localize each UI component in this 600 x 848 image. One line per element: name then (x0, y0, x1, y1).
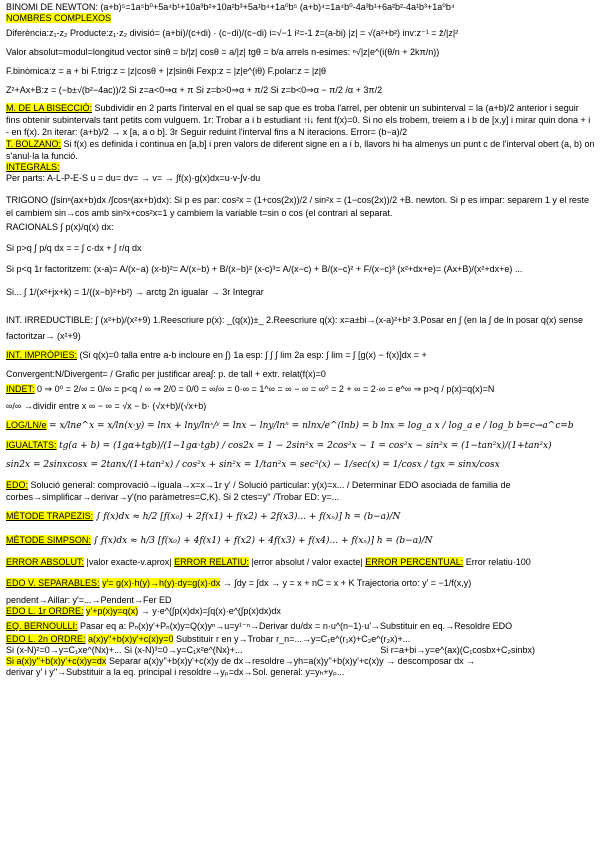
error-percentual-text: Error relatiu·100 (465, 557, 531, 567)
log-block (6, 420, 595, 432)
bernoulli-heading: EQ. BERNOULLI: (6, 621, 78, 631)
complexos-heading: NOMBRES COMPLEXOS (6, 13, 112, 23)
integration-by-parts: Per parts: A-L-P-E-S u = du= dv= → v= → ∫f(x)·g(x)dx=u·v-∫v·du (6, 173, 261, 183)
simpson-block (6, 535, 595, 547)
error-absolut-text: |valor exacte-v.aprox| (86, 557, 172, 567)
complexos-equation: Z²+Ax+B:z = (−b±√(b²−4ac))/2 Si z=a<0⇒α + π Si z=b>0⇒α + π/2 Si z=b<0⇒α − π/2 /α + 3π/2 (6, 85, 383, 95)
indet-heading: INDET: (6, 384, 35, 394)
trapezis-heading: MÈTODE TRAPEZIS: (6, 511, 94, 521)
igualtats-heading: IGUALTATS: (6, 440, 57, 450)
bolzano-heading: T. BOLZANO: (6, 139, 62, 149)
lineal-2-heading: EDO L. 2n ORDRE: (6, 634, 86, 644)
lineal-2-nonhomogeneous-equation: Si a(x)y''+b(x)y'+c(x)y=dx (6, 656, 107, 666)
lineal-2-nonhomogeneous-text: Separar a(x)y''+b(x)y'+c(x)y de dx→resoldre→yh=a(x)y''+b(x)y'+c(x)y → descomposar dx → (106, 656, 476, 666)
lineal-2-cases (6, 645, 595, 656)
separables-text-highlighted: y'= g(x)·h(y)→h(y)·dy=g(x)·dx (102, 578, 221, 588)
error-percentual-heading: ERROR PERCENTUAL: (365, 557, 464, 567)
separables-line-2: pendent→Aillar: y'=...→Pendent→Fer ED (6, 595, 172, 605)
impropies-heading: INT. IMPRÒPIES: (6, 350, 78, 360)
bisection-heading: M. DE LA BISECCIÓ: (6, 103, 93, 113)
convergent-line: Convergent:N/Divergent= / Grafic per justificar area∫: p. de tall + extr. relat(f(x)=0 (6, 369, 326, 379)
lineal-2-case-double-root: Si (x-N)²=0→y=C₁xe^(Nx)+... Si (x-N)³=0→y=C₁x²e^(Nx)+... (6, 645, 243, 655)
separables-heading: EDO V. SEPARABLES: (6, 578, 100, 588)
igualtats-line-2: sin2x = 2sinxcosx = 2tanx/(1+tan²x) / cos²x + sin²x = 1/tan²x = sec²(x) − 1/sec(x) = 1/cosx / tgx = sinx/cosx (6, 460, 500, 470)
edo-block (6, 479, 595, 503)
trapezis-text: ∫ f(x)dx ≈ h/2 [f(x₀) + 2f(x1) + f(x2) + 2f(x3)... + f(xₙ)] h = (b−a)/N (95, 512, 401, 522)
lineal-2-final: derivar y' i y''→Substituir a la eq. principal i resoldre→yₚ=dx→Sol. general: y=yₕ+yₚ... (6, 667, 345, 677)
log-heading: LOG/LN/e (6, 420, 47, 430)
complexos-absolute: Valor absolut=modul=longitud vector sinθ = b/|z| cosθ = a/|z| tgθ = b/a arrels n-esimes: ⁿ√|z|e^(i(θ/n + 2kπ/n)) (6, 47, 440, 57)
bolzano-block (6, 138, 595, 162)
edo-text: Solució general: comprovació→iguala→x=x→1r y' / Solució particular: y(x)=x... / Determinar EDO asociada de familia de corbes→simplificar→derivar→y'(no paràmetres=C,K). Si 2 ctes=y'' /Trobar ED: y=... (6, 480, 511, 502)
error-relatiu-text: |error absolut / valor exacte| (251, 557, 363, 567)
igualtats-block (6, 440, 595, 452)
racionals-arctg: Si... ∫ 1/(x²+jx+k) = 1/((x−b)²+b²) → arctg 2n igualar → 3r Integrar (6, 287, 264, 297)
bernoulli-text: Pasar eq a: Pₙ(x)y'+Pₙ(x)y=Q(x)yⁿ→u=y¹⁻ⁿ→Derivar du/dx = n·u^(n−1)·u'→Substituir en eq.→Resoldre EDO (80, 621, 513, 631)
bolzano-text: Si f(x) es definida i continua en [a,b] i pren valors de diferent signe en a i b, llavors hi ha almenys un punt c de l'interval obert (a, b) on s'anul·la la funció. (6, 139, 595, 161)
lineal-2-nonhomogeneous (6, 656, 595, 667)
bernoulli-block (6, 621, 595, 632)
complexos-operations: Diferència:z₁-z₂ Producte:z₁·z₂ divisió= (a+bi)/(c+di) · (c−di)/(c−di) i=√−1 i²=-1 z̄=(a-bi) |z| = √(a²+b²) inv:z⁻¹ = z̄/|z|² (6, 28, 459, 38)
lineal-1-block (6, 606, 595, 617)
impropies-text: (Si q(x)=0 talla entre a-b incloure en ∫) 1a esp: ∫ ∫ ∫ lim 2a esp: ∫ lim = ∫ [g(x) − f(x)]dx = + (79, 350, 427, 360)
simpson-heading: MÈTODE SIMPSON: (6, 535, 91, 545)
lineal-1-equation: y'+p(x)y=q(x) (86, 606, 139, 616)
lineal-2-block (6, 634, 595, 645)
integrals-heading: INTEGRALS: (6, 162, 60, 172)
igualtats-text: tg(a + b) = (1gα+tgb)/(1−1gα·tgb) / cos2x = 1 − 2sin²x = 2cos²x − 1 = cos²x − sin²x = (1−tan²x)/(1+tan²x) (59, 441, 552, 451)
log-text: = x/lne^x = x/ln(x·y) = lnx + lny/lnˣ/ʸ = lnx − lny/lnⁿ = nlnx/e^(lnb) = b lnx = log_a x / log_a e / log_b b=c→a^c=b (49, 421, 574, 431)
lineal-2-text: Substituir r en y→Trobar r_n=...→y=C₁e^(r₁x)+C₂e^(r₂x)+... (175, 634, 411, 644)
bisection-block (6, 102, 595, 138)
simpson-text: ∫ f(x)dx ≈ h/3 [f(x₀) + 4f(x1) + f(x2) + 4f(x3) + f(x4)... + f(xₙ)] h = (b−a)/N (93, 536, 433, 546)
indet-block (6, 384, 595, 395)
separables-text: → ∫dy = ∫dx → y = x + nC = x + K Trajectoria orto: y' = −1/f(x,y) (222, 578, 472, 588)
separables-block (6, 578, 595, 589)
trapezis-block (6, 511, 595, 523)
errors-block (6, 557, 595, 568)
lineal-2-equation: a(x)y''+b(x)y'+c(x)y=0 (88, 634, 174, 644)
racionals-heading: RACIONALS ∫ p(x)/q(x) dx: (6, 222, 114, 232)
racionals-p-greater-q: Si p>q ∫ p/q dx = = ∫ c·dx + ∫ r/q dx (6, 243, 142, 253)
racionals-p-less-q: Si p<q 1r factoritzem: (x-a)= A/(x−a) (x-b)²= A/(x−b) + B/(x−b)² (x-c)³= A/(x−c) + B/(x−c)² + F/(x−c)³ (x²+dx+e)= (Ax+B)/(x²+dx+e) ... (6, 264, 523, 274)
lineal-2-case-complex-root: Si r=a+bi→y=e^(ax)(C₁cosbx+C₂sinbx) (380, 645, 535, 655)
edo-heading: EDO: (6, 480, 29, 490)
lineal-1-solution: → y·e^(∫p(x)dx)=∫q(x)·e^(∫p(x)dx)dx (140, 606, 281, 616)
newton-binomial: BINOMI DE NEWTON: (a+b)⁵=1a⁵b⁰+5a⁴b¹+10a³b²+10a²b³+5a¹b⁴+1a⁰b⁵ (a+b)⁴=1a⁴b⁰-4a³b¹+6a²b²-4a¹b³+1a⁰b⁴ (6, 2, 455, 12)
indet-text: 0 ⇒ 0⁰ = 2/∞ = 0/∞ = p<q / ∞ ⇒ 2/0 = 0/0 = ∞/∞ = 0·∞ = 1^∞ = ∞ − ∞ = ∞⁰ = 2 + ∞ = 2·∞ = e^∞ ⇒ p>q / p(x)=q(x)=N (37, 384, 495, 394)
impropies-block (6, 350, 595, 361)
indet-line-2: ∞/∞ →dividir entre x ∞ − ∞ = √x − b· (√x+b)/(√x+b) (6, 401, 207, 411)
irreductible-block: INT. IRREDUCTIBLE: ∫ (x²+b)/(x²+9) 1.Reescriure p(x): _(q(x))±_ 2.Reescriure q(x): x=a±bi→(x-a)²+b² 3.Posar en ∫ (en la ∫ de ln posar q(x) sense factoritzar→ (x²+9) (6, 315, 583, 341)
lineal-1-heading: EDO L. 1r ORDRE: (6, 606, 84, 616)
error-absolut-heading: ERROR ABSOLUT: (6, 557, 85, 567)
bisection-text: Subdividir en 2 parts l'interval en el qual se sap que es troba l'arrel, per obtenir un subinterval = la (a+b)/2 anterior i seguir fins obtenir subintervals tant petits com vulguem. 1r: Trobar a i b estudiant ↑i↓ fent f(x)=0. Si no els trobem, treiem a i b de [x,y] i mirar quin dona + i - en f(x). 2n iterar: (a+b)/2 → x [a, a o b]. 3r Seguir reduint l'interval fins a N iteracions. Error= (b−a)/2 (6, 103, 591, 137)
error-relatiu-heading: ERROR RELATIU: (174, 557, 249, 567)
trigono-block: TRIGONO (∫sinⁿ(ax+b)dx /∫cosⁿ(ax+b)dx): Si p es par: cos²x = (1+cos(2x))/2 / sin²x = (1−cos(2x))/2 +B. newton. Si p es impar: separem 1 y el reste el cambiem sin→cos amb sin²x+cos²x=1 y cambiem la variable t=sin o cos (el contrari al separat. (6, 195, 589, 218)
complexos-forms: F.binòmica:z = a + bi F.trig:z = |z|cosθ + |z|sinθi Fexp:z = |z|e^(iθ) F.polar:z = |z|θ (6, 66, 327, 76)
